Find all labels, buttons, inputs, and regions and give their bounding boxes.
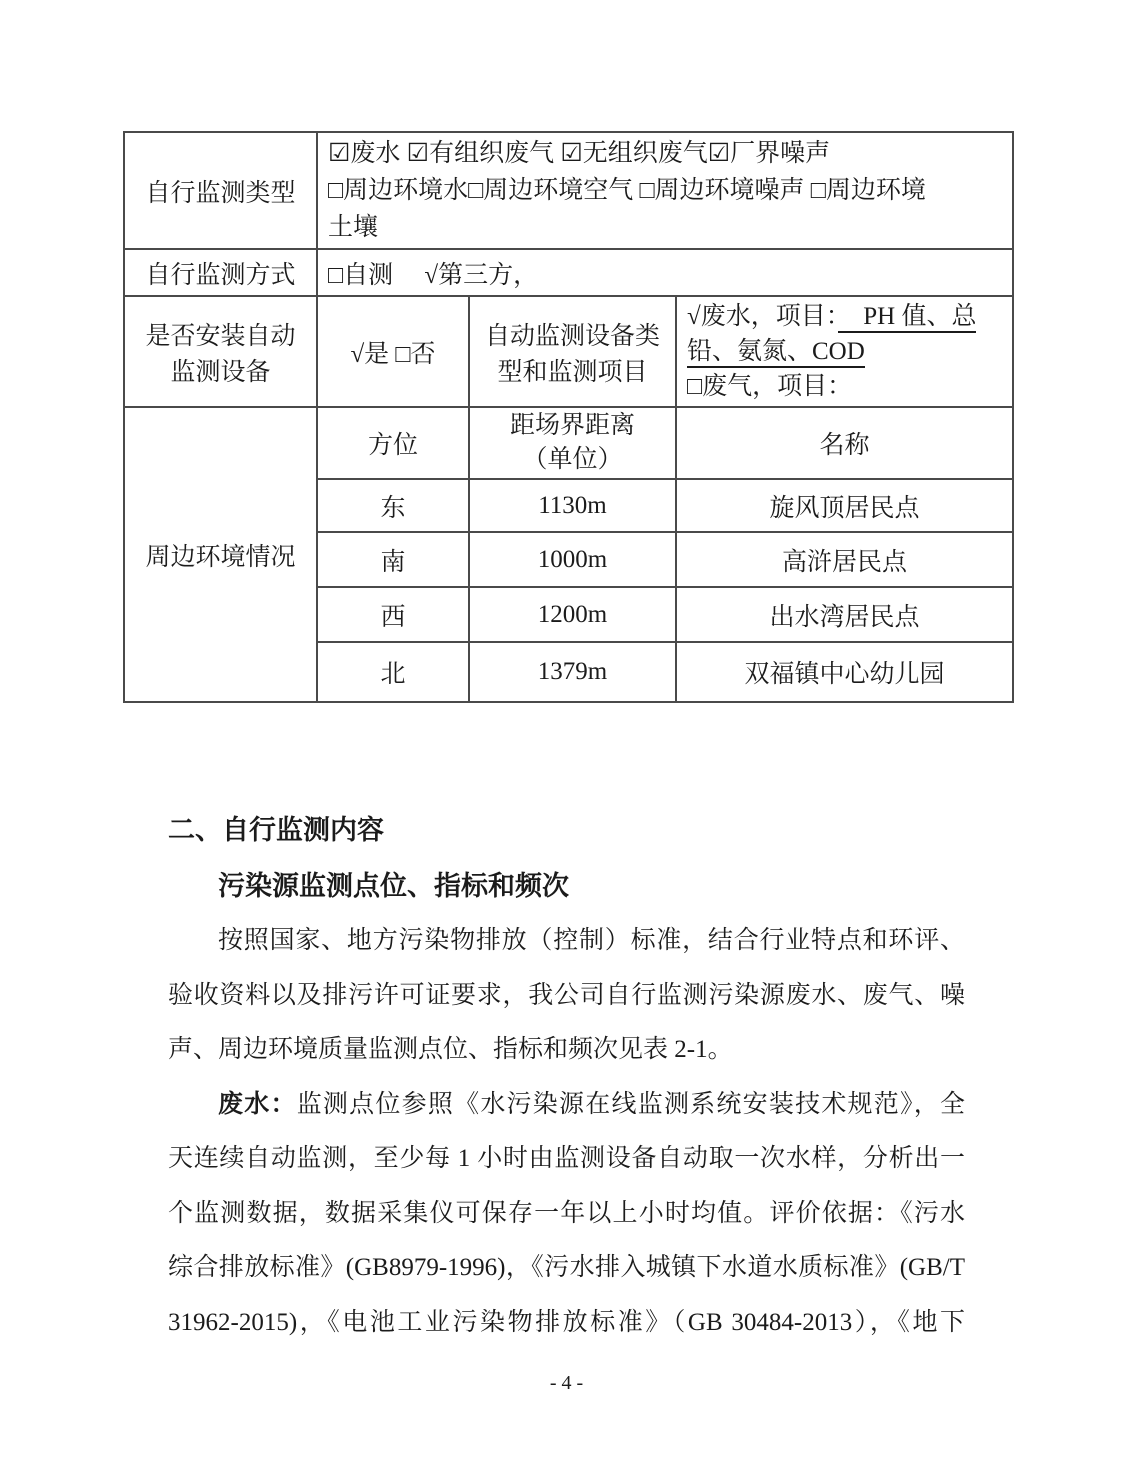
surroundings-header-distance-line2: （单位） — [522, 446, 623, 473]
auto-water-items-underlined-1: PH 值、总 — [838, 303, 976, 333]
site-name-cell: 旋风顶居民点 — [676, 479, 1013, 532]
paragraph2-line4: 综合排放标准》(GB8979-1996)，《污水排入城镇下水道水质标准》(GB/T — [168, 1254, 965, 1281]
direction-cell: 西 — [317, 587, 469, 642]
monitoring-type-options-line1: ☑废水 ☑有组织废气 ☑无组织废气☑厂界噪声 — [328, 140, 831, 167]
site-name-cell: 出水湾居民点 — [676, 587, 1013, 642]
direction-cell: 北 — [317, 642, 469, 702]
monitoring-type-label: 自行监测类型 — [124, 132, 317, 249]
site-name-cell: 双福镇中心幼儿园 — [676, 642, 1013, 702]
surroundings-header-name: 名称 — [676, 407, 1013, 479]
section-subheading: 污染源监测点位、指标和频次 — [218, 871, 569, 901]
paragraph2-lead-bold: 废水： — [218, 1090, 297, 1118]
monitoring-type-options-line2: □周边环境水□周边环境空气 □周边环境噪声 □周边环境 — [328, 177, 926, 204]
surroundings-header-direction: 方位 — [317, 407, 469, 479]
auto-water-prefix: √废水，项目： — [687, 303, 839, 330]
page-number: - 4 - — [549, 1372, 584, 1394]
paragraph1-line3: 声、周边环境质量监测点位、指标和频次见表 2-1。 — [168, 1036, 733, 1063]
body-text-block — [168, 802, 965, 1350]
paragraph1-line1: 按照国家、地方污染物排放（控制）标准，结合行业特点和环评、 — [218, 927, 965, 954]
distance-cell: 1200m — [469, 587, 676, 642]
surroundings-section-label: 周边环境情况 — [124, 407, 317, 702]
monitoring-method-row — [124, 249, 1013, 296]
paragraph2-line3: 个监测数据，数据采集仪可保存一年以上小时均值。评价依据：《污水 — [168, 1199, 965, 1227]
distance-cell: 1130m — [469, 479, 676, 532]
monitoring-type-row — [124, 132, 1013, 249]
site-name-cell: 高浒居民点 — [676, 532, 1013, 587]
surroundings-header-distance-line1: 距场界距离 — [509, 412, 635, 439]
paragraph2-line5: 31962-2015)，《电池工业污染物排放标准》（GB 30484-2013），《地下 — [168, 1308, 965, 1336]
auto-equipment-row — [124, 296, 1013, 407]
monitoring-method-label: 自行监测方式 — [124, 249, 317, 296]
monitoring-method-value: □自测 √第三方， — [317, 249, 1013, 296]
direction-cell: 东 — [317, 479, 469, 532]
auto-water-items-line1 — [687, 299, 1004, 334]
paragraph2-line1 — [168, 1078, 965, 1133]
paragraph1-line2: 验收资料以及排污许可证要求，我公司自行监测污染源废水、废气、噪 — [168, 981, 965, 1009]
surroundings-header-row — [124, 407, 1013, 479]
monitoring-type-options-cell — [317, 132, 1013, 249]
distance-cell: 1000m — [469, 532, 676, 587]
section-heading: 二、自行监测内容 — [168, 815, 384, 845]
auto-water-items-line2 — [687, 334, 1004, 369]
auto-gas-items-line: □废气，项目： — [687, 373, 853, 400]
auto-equipment-device-type-label: 自动监测设备类型和监测项目 — [484, 322, 660, 386]
paragraph2-line2: 天连续自动监测，至少每 1 小时由监测设备自动取一次水样，分析出一 — [168, 1145, 965, 1172]
auto-equipment-label: 是否安装自动监测设备 — [145, 322, 296, 386]
auto-equipment-label-cell — [124, 296, 317, 407]
auto-equipment-installed: √是 □否 — [317, 296, 469, 407]
auto-equipment-items-cell — [676, 296, 1013, 407]
direction-cell: 南 — [317, 532, 469, 587]
distance-cell: 1379m — [469, 642, 676, 702]
self-monitoring-info-table — [123, 131, 1014, 703]
monitoring-type-options-line3: 土壤 — [328, 214, 379, 241]
paragraph2-line1-rest: 监测点位参照《水污染源在线监测系统安装技术规范》，全 — [296, 1090, 965, 1118]
surroundings-header-distance — [469, 407, 676, 479]
auto-equipment-device-type-cell — [469, 296, 676, 407]
auto-water-items-underlined-2: 铅、氨氮、COD — [687, 338, 865, 368]
